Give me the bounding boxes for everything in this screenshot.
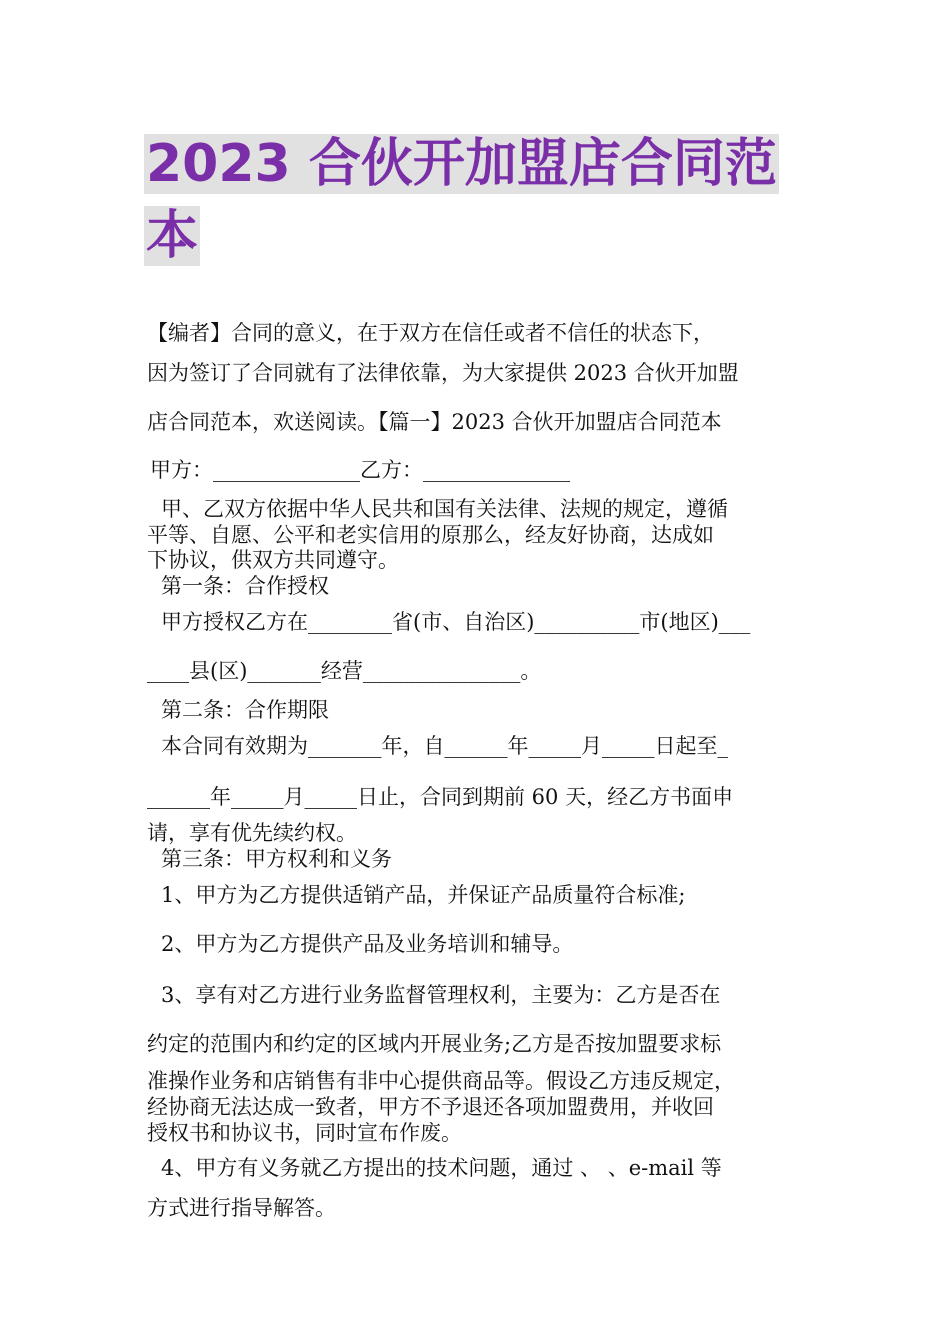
paragraph-line: ____县(区)_______经营_______________。 <box>147 659 542 683</box>
paragraph-line: 约定的范围内和约定的区域内开展业务;乙方是否按加盟要求标 <box>147 1032 722 1056</box>
paragraph-line: 甲方授权乙方在________省(市、自治区)__________市(地区)___ <box>161 610 751 634</box>
paragraph-line: 授权书和协议书，同时宣布作废。 <box>147 1121 462 1145</box>
editor-note-line: 因为签订了合同就有了法律依靠，为大家提供 2023 合伙开加盟 <box>147 361 739 385</box>
clause-heading: 第一条：合作授权 <box>161 574 329 598</box>
paragraph-line: ______年_____月_____日止，合同到期前 60 天，经乙方书面申 <box>147 785 734 809</box>
title-line-1: 2023 合伙开加盟店合同范 <box>146 134 777 194</box>
document-title <box>144 128 809 272</box>
paragraph-line: 平等、自愿、公平和老实信用的原那么，经友好协商，达成如 <box>147 523 714 547</box>
list-item: 2、甲方为乙方提供产品及业务培训和辅导。 <box>161 932 574 956</box>
editor-note-line: 【编者】合同的意义，在于双方在信任或者不信任的状态下， <box>147 321 714 345</box>
list-item: 4、甲方有义务就乙方提出的技术问题，通过 、 、e-mail 等 <box>161 1156 722 1180</box>
clause-heading: 第二条：合作期限 <box>161 698 329 722</box>
title-line-2: 本 <box>146 206 199 266</box>
party-line: 甲方：______________乙方：______________ <box>150 458 570 482</box>
paragraph-line: 本合同有效期为_______年，自______年_____月_____日起至_ <box>161 734 728 758</box>
editor-note-line: 店合同范本，欢送阅读。【篇一】2023 合伙开加盟店合同范本 <box>147 410 722 434</box>
paragraph-line: 准操作业务和店销售有非中心提供商品等。假设乙方违反规定， <box>147 1069 735 1093</box>
paragraph-line: 下协议，供双方共同遵守。 <box>147 548 399 572</box>
paragraph-line: 经协商无法达成一致者，甲方不予退还各项加盟费用，并收回 <box>147 1095 714 1119</box>
list-item: 3、享有对乙方进行业务监督管理权利，主要为：乙方是否在 <box>161 983 721 1007</box>
paragraph-line: 方式进行指导解答。 <box>147 1196 336 1220</box>
paragraph-line: 甲、乙双方依据中华人民共和国有关法律、法规的规定，遵循 <box>161 497 728 521</box>
paragraph-line: 请，享有优先续约权。 <box>147 821 357 845</box>
list-item: 1、甲方为乙方提供适销产品，并保证产品质量符合标准; <box>161 883 686 907</box>
clause-heading: 第三条：甲方权利和义务 <box>161 847 392 871</box>
